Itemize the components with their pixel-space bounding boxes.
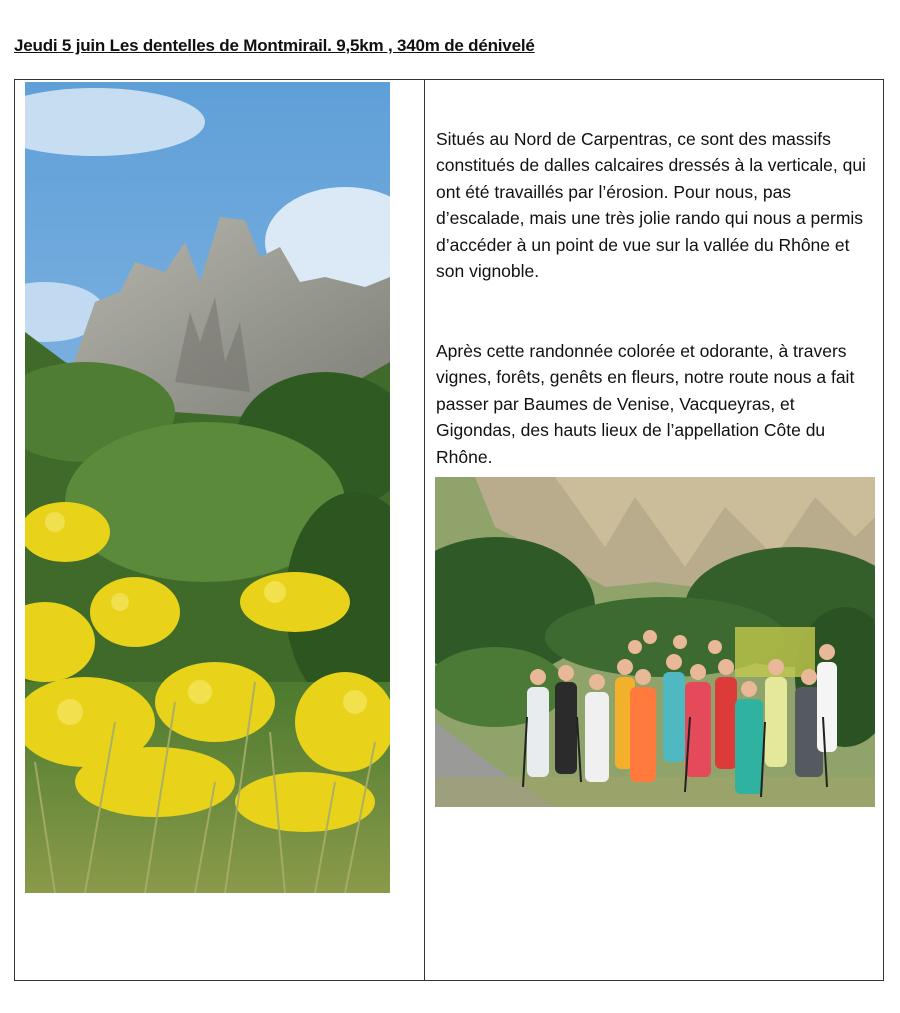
page-title: Jeudi 5 juin Les dentelles de Montmirail. 9,5km , 340m de dénivelé [14, 36, 535, 55]
mountain-photo [25, 82, 390, 893]
content-table [14, 79, 884, 981]
description-paragraph: Situés au Nord de Carpentras, ce sont des massifs constitués de dalles calcaires dressés à la verticale, qui ont été travaillés par l’érosion. Pour nous, pas d’escalade, mais une très jolie rando qui nous a permis d’accéder à un point de vue sur la vallée du Rhône et son vignoble. [436, 128, 866, 281]
route-paragraph: Après cette randonnée colorée et odorante, à travers vignes, forêts, genêts en fleurs, notre route nous a fait passer par Baumes de Venise, Vacqueyras, et Gigondas, des hauts lieux de l’appellation Côte du Rhône. [436, 340, 855, 467]
group-photo-illustration [435, 477, 875, 807]
mountain-photo-illustration [25, 82, 390, 893]
column-divider [424, 80, 425, 980]
group-photo [435, 477, 875, 807]
